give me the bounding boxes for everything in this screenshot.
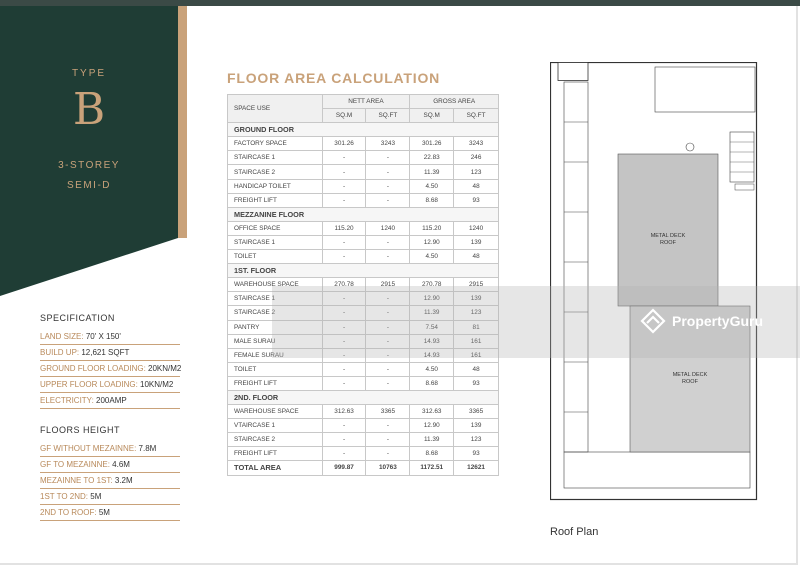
value-cell: 3365 [366, 405, 410, 419]
table-row [228, 137, 499, 151]
value-cell: 11.39 [410, 433, 454, 447]
value-cell: - [366, 348, 410, 362]
value-cell: 123 [454, 433, 499, 447]
value-cell: 161 [454, 348, 499, 362]
header-gross-sqm: SQ.M [410, 109, 454, 123]
value-cell: 8.68 [410, 193, 454, 207]
plan-left-strip [564, 82, 588, 452]
header-gross-sqft: SQ.FT [454, 109, 499, 123]
space-use-cell: FREIGHT LIFT [228, 376, 323, 390]
value-cell: 11.39 [410, 306, 454, 320]
value-cell: - [322, 193, 366, 207]
value-cell: - [366, 250, 410, 264]
plan-bottom-strip [564, 452, 750, 488]
floor-height-value: 5M [90, 492, 102, 501]
section-row [228, 207, 499, 221]
value-cell: - [366, 433, 410, 447]
space-use-cell: TOILET [228, 362, 323, 376]
space-use-cell: STAIRCASE 2 [228, 165, 323, 179]
section-title: MEZZANINE FLOOR [228, 207, 499, 221]
value-cell: - [322, 151, 366, 165]
value-cell: 11.39 [410, 165, 454, 179]
value-cell: 93 [454, 447, 499, 461]
section-title: GROUND FLOOR [228, 123, 499, 137]
plan-top-right-block [655, 67, 755, 112]
watermark-text: PropertyGuru [672, 313, 764, 329]
type-letter: B [72, 84, 106, 135]
spec-key: ELECTRICITY: [40, 396, 94, 405]
value-cell: 4.50 [410, 250, 454, 264]
watermark [640, 308, 763, 334]
storey-label: 3-STOREY [58, 160, 120, 171]
value-cell: 139 [454, 419, 499, 433]
metal-deck-roof-a [618, 154, 718, 306]
header-nett-sqm: SQ.M [322, 109, 366, 123]
space-use-cell: STAIRCASE 1 [228, 235, 323, 249]
space-use-cell: STAIRCASE 2 [228, 433, 323, 447]
value-cell: 1240 [454, 221, 499, 235]
value-cell: 139 [454, 235, 499, 249]
value-cell: 301.26 [410, 137, 454, 151]
space-use-cell: VTAIRCASE 1 [228, 419, 323, 433]
value-cell: 14.93 [410, 334, 454, 348]
space-use-cell: WAREHOUSE SPACE [228, 278, 323, 292]
plan-stair-block [730, 132, 754, 182]
table-row [228, 151, 499, 165]
value-cell: 12.90 [410, 235, 454, 249]
header-nett-area: NETT AREA [322, 95, 410, 109]
plan-vent-icon [686, 143, 694, 151]
value-cell: - [322, 362, 366, 376]
space-use-cell: STAIRCASE 2 [228, 306, 323, 320]
space-use-cell: STAIRCASE 1 [228, 292, 323, 306]
spec-key: LAND SIZE: [40, 332, 84, 341]
floor-height-key: MEZAINNE TO 1ST: [40, 476, 113, 485]
floor-height-row [40, 441, 180, 457]
spec-key: BUILD UP: [40, 348, 80, 357]
spec-row [40, 329, 180, 345]
floor-height-value: 5M [98, 508, 110, 517]
space-use-cell: FREIGHT LIFT [228, 193, 323, 207]
table-row [228, 405, 499, 419]
table-row [228, 193, 499, 207]
value-cell: - [366, 235, 410, 249]
value-cell: - [366, 165, 410, 179]
value-cell: - [366, 334, 410, 348]
floor-height-value: 7.8M [138, 444, 157, 453]
value-cell: 4.50 [410, 179, 454, 193]
floor-height-value: 3.2M [114, 476, 133, 485]
spec-value: 12,621 SQFT [81, 348, 130, 357]
value-cell: - [366, 376, 410, 390]
space-use-cell: MALE SURAU [228, 334, 323, 348]
spec-key: GROUND FLOOR LOADING: [40, 364, 146, 373]
roof-plan-label: Roof Plan [550, 526, 599, 538]
spec-row [40, 361, 180, 377]
value-cell: - [366, 292, 410, 306]
type-label: TYPE [71, 68, 107, 79]
floor-height-key: GF WITHOUT MEZAINNE: [40, 444, 137, 453]
spec-row [40, 377, 180, 393]
floor-height-key: 1ST TO 2ND: [40, 492, 89, 501]
roof-b-line-1: METAL DECK [672, 372, 708, 378]
value-cell: 123 [454, 306, 499, 320]
value-cell: - [366, 320, 410, 334]
value-cell: 93 [454, 376, 499, 390]
value-cell: 48 [454, 179, 499, 193]
value-cell: - [322, 165, 366, 179]
value-cell: 139 [454, 292, 499, 306]
value-cell: - [322, 419, 366, 433]
value-cell: 48 [454, 362, 499, 376]
header-nett-sqft: SQ.FT [366, 109, 410, 123]
floor-height-key: GF TO MEZAINNE: [40, 460, 110, 469]
floor-height-row [40, 473, 180, 489]
value-cell: - [322, 306, 366, 320]
table-row [228, 221, 499, 235]
value-cell: - [366, 447, 410, 461]
category-label: SEMI-D [67, 180, 111, 191]
total-value: 1172.51 [410, 461, 454, 475]
space-use-cell: FACTORY SPACE [228, 137, 323, 151]
header-gross-area: GROSS AREA [410, 95, 499, 109]
propertyguru-logo-icon [640, 308, 666, 334]
roof-a-line-1: METAL DECK [650, 233, 686, 239]
value-cell: - [322, 348, 366, 362]
spec-value: 200AMP [96, 396, 127, 405]
floor-height-key: 2ND TO ROOF: [40, 508, 97, 517]
spec-value: 10KN/M2 [140, 380, 174, 389]
table-row [228, 419, 499, 433]
value-cell: 3243 [366, 137, 410, 151]
value-cell: 48 [454, 250, 499, 264]
floor-height-value: 4.6M [112, 460, 130, 469]
value-cell: 2915 [366, 278, 410, 292]
roof-b-line-2: ROOF [682, 379, 698, 385]
spec-row [40, 393, 180, 409]
value-cell: - [366, 179, 410, 193]
value-cell: 8.68 [410, 447, 454, 461]
table-title: FLOOR AREA CALCULATION [227, 70, 441, 86]
value-cell: 22.83 [410, 151, 454, 165]
value-cell: 3365 [454, 405, 499, 419]
value-cell: - [322, 235, 366, 249]
value-cell: 312.63 [322, 405, 366, 419]
value-cell: - [322, 320, 366, 334]
floors-height-heading: FLOORS HEIGHT [40, 425, 121, 435]
roof-a-line-2: ROOF [660, 240, 676, 246]
value-cell: 270.78 [322, 278, 366, 292]
table-row [228, 376, 499, 390]
total-label: TOTAL AREA [228, 461, 323, 475]
value-cell: - [322, 334, 366, 348]
spec-key: UPPER FLOOR LOADING: [40, 380, 138, 389]
value-cell: 1240 [366, 221, 410, 235]
floors-height-list [40, 441, 180, 521]
space-use-cell: FREIGHT LIFT [228, 447, 323, 461]
spec-value: 70' X 150' [85, 332, 121, 341]
value-cell: 4.50 [410, 362, 454, 376]
section-title: 2ND. FLOOR [228, 390, 499, 404]
value-cell: 3243 [454, 137, 499, 151]
floor-area-table [227, 94, 499, 476]
table-row [228, 235, 499, 249]
floors-height-block [40, 425, 180, 521]
value-cell: 312.63 [410, 405, 454, 419]
value-cell: 123 [454, 165, 499, 179]
plan-top-box [558, 63, 588, 81]
total-value: 999.87 [322, 461, 366, 475]
spec-value: 20KN/M2 [148, 364, 182, 373]
space-use-cell: STAIRCASE 1 [228, 151, 323, 165]
space-use-cell: OFFICE SPACE [228, 221, 323, 235]
value-cell: 81 [454, 320, 499, 334]
space-use-cell: HANDICAP TOILET [228, 179, 323, 193]
value-cell: 8.68 [410, 376, 454, 390]
floor-height-row [40, 457, 180, 473]
section-row [228, 264, 499, 278]
floor-height-row [40, 505, 180, 521]
value-cell: 246 [454, 151, 499, 165]
value-cell: - [322, 250, 366, 264]
value-cell: 93 [454, 193, 499, 207]
floor-height-row [40, 489, 180, 505]
value-cell: - [366, 151, 410, 165]
value-cell: - [366, 362, 410, 376]
space-use-cell: PANTRY [228, 320, 323, 334]
space-use-cell: FEMALE SURAU [228, 348, 323, 362]
value-cell: 12.90 [410, 292, 454, 306]
table-row [228, 250, 499, 264]
total-value: 12621 [454, 461, 499, 475]
roof-plan-drawing [550, 62, 784, 502]
total-value: 10763 [366, 461, 410, 475]
total-row [228, 461, 499, 475]
value-cell: 301.26 [322, 137, 366, 151]
specification-list [40, 329, 180, 409]
section-title: 1ST. FLOOR [228, 264, 499, 278]
value-cell: 161 [454, 334, 499, 348]
value-cell: - [366, 419, 410, 433]
value-cell: 2915 [454, 278, 499, 292]
value-cell: - [322, 447, 366, 461]
value-cell: - [322, 376, 366, 390]
gold-accent-strip [178, 6, 187, 238]
space-use-cell: TOILET [228, 250, 323, 264]
value-cell: - [366, 306, 410, 320]
spec-row [40, 345, 180, 361]
value-cell: - [366, 193, 410, 207]
table-row [228, 165, 499, 179]
table-row [228, 179, 499, 193]
value-cell: 270.78 [410, 278, 454, 292]
specification-block [40, 313, 180, 409]
value-cell: 12.90 [410, 419, 454, 433]
value-cell: - [322, 433, 366, 447]
table-row [228, 433, 499, 447]
table-row [228, 447, 499, 461]
value-cell: 115.20 [322, 221, 366, 235]
value-cell: - [322, 179, 366, 193]
table-row [228, 362, 499, 376]
value-cell: - [322, 292, 366, 306]
value-cell: 115.20 [410, 221, 454, 235]
section-row [228, 390, 499, 404]
section-row [228, 123, 499, 137]
header-space-use: SPACE USE [228, 95, 323, 123]
value-cell: 14.93 [410, 348, 454, 362]
value-cell: 7.54 [410, 320, 454, 334]
specification-heading: SPECIFICATION [40, 313, 115, 323]
space-use-cell: WAREHOUSE SPACE [228, 405, 323, 419]
